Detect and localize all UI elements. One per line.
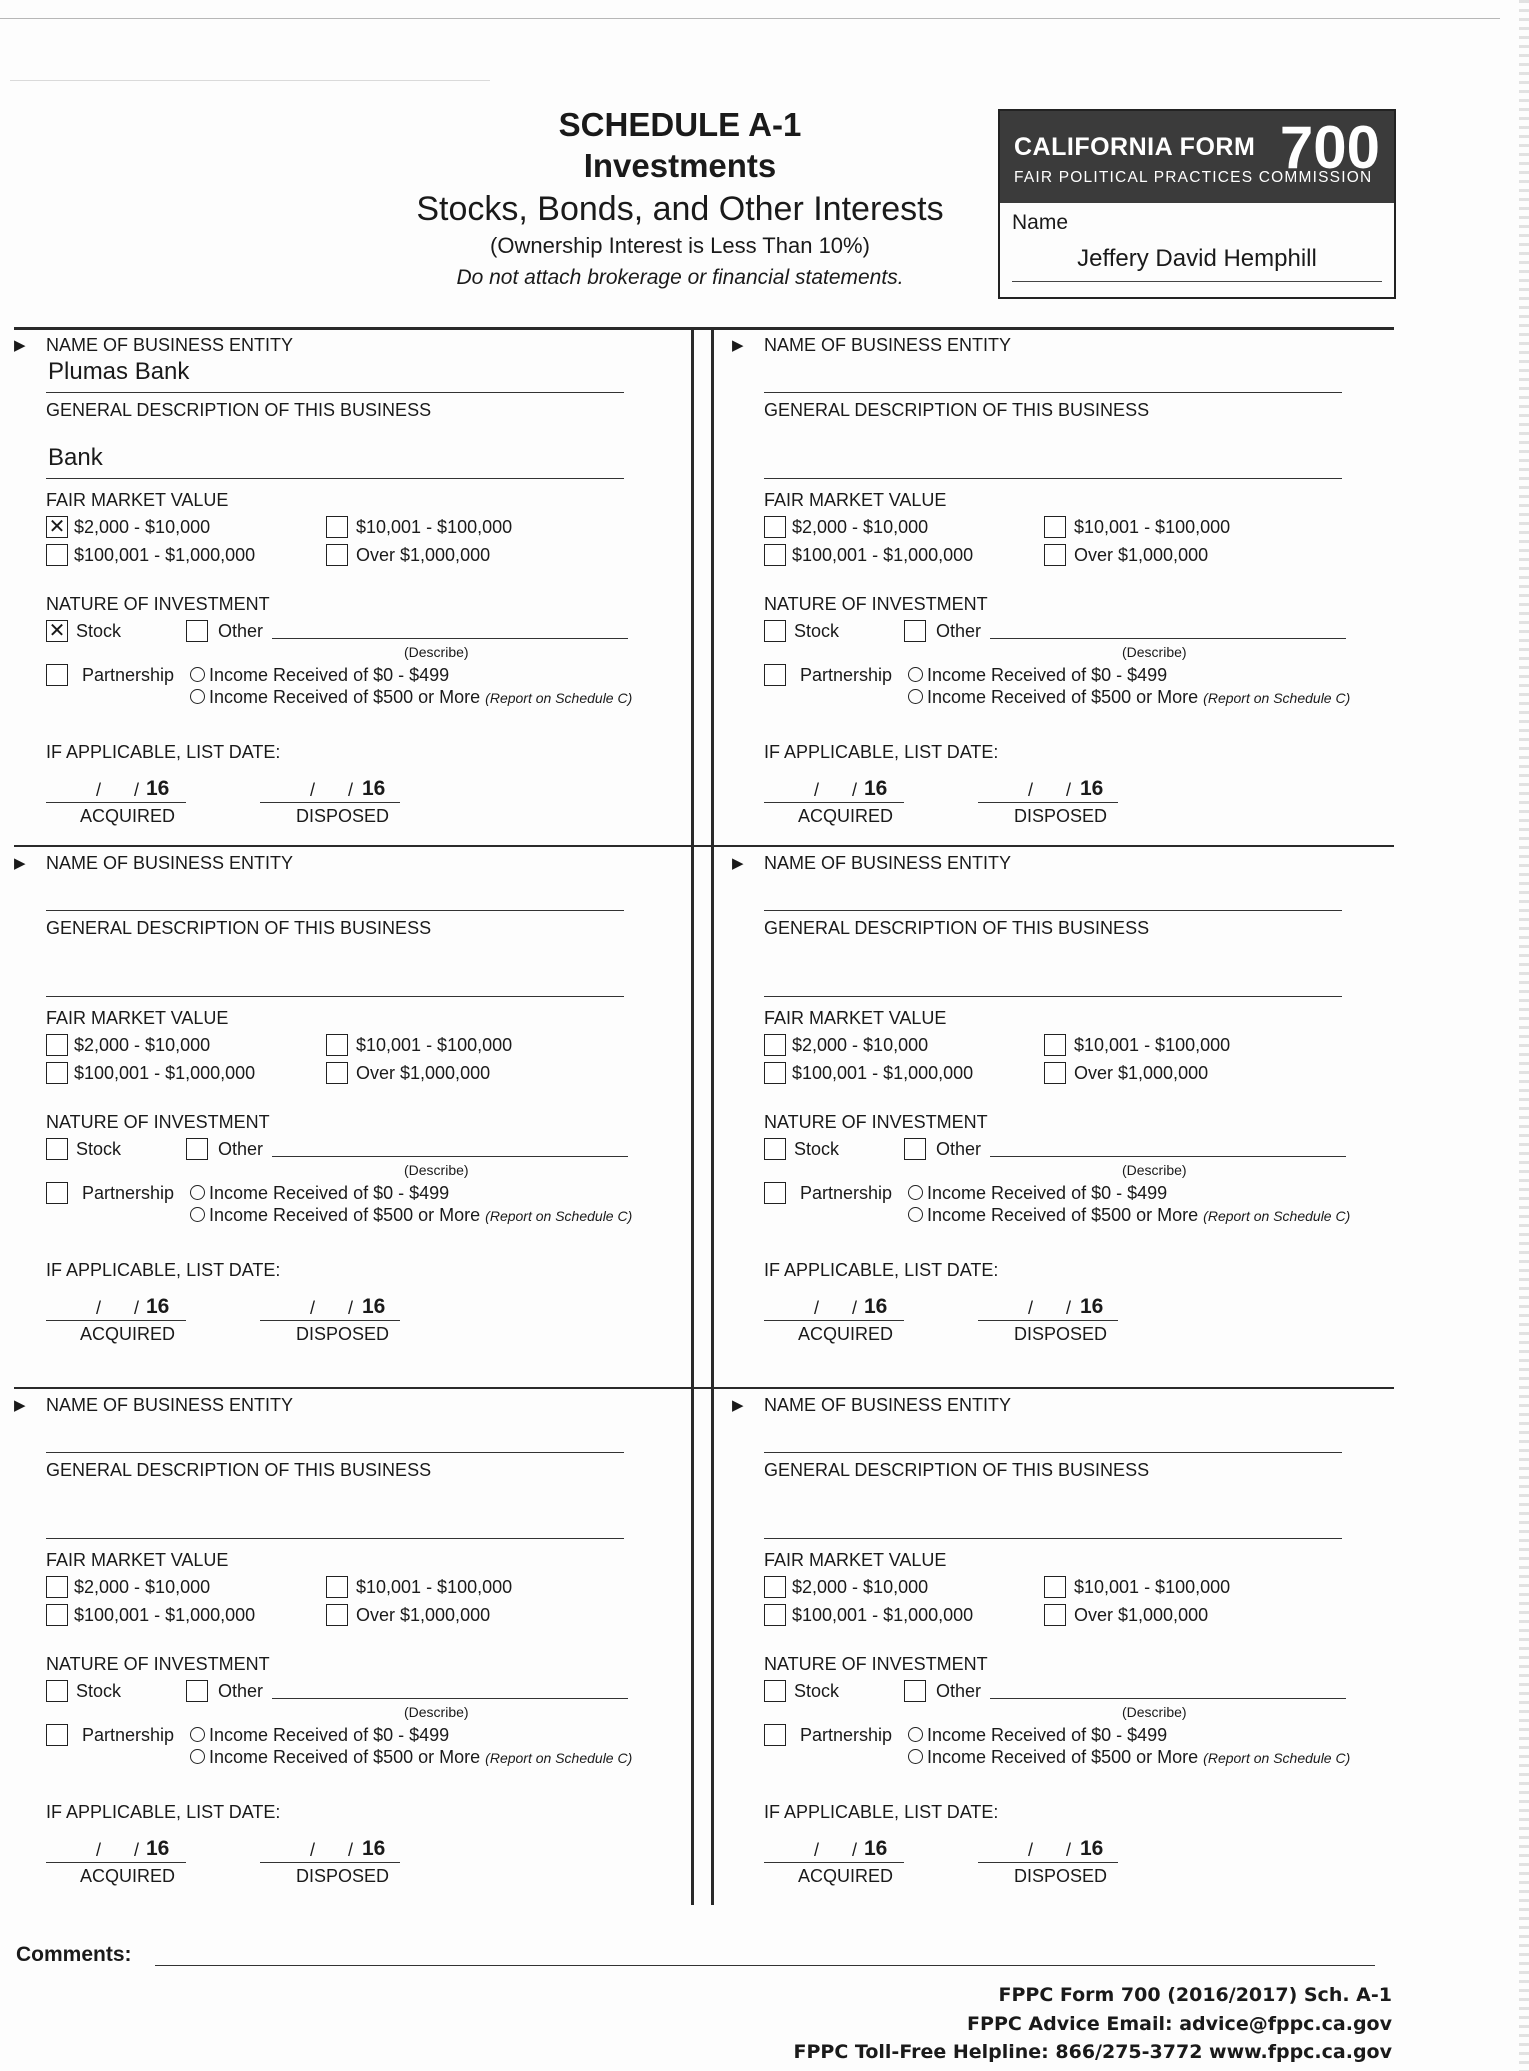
fmv-checkbox-over-1m[interactable] (1044, 544, 1066, 566)
stock-label: Stock (794, 1681, 840, 1701)
income-low-label: Income Received of $0 - $499 (927, 665, 1168, 685)
acquired-year: 16 (864, 777, 888, 800)
income-high-option[interactable] (908, 1205, 1350, 1226)
income-high-label: Income Received of $500 or More (927, 1747, 1199, 1767)
scan-artifact-line (10, 80, 490, 81)
income-low-label: Income Received of $0 - $499 (209, 1725, 450, 1745)
report-schedule-note: (Report on Schedule C) (485, 690, 633, 706)
acquired-year: 16 (146, 777, 170, 800)
income-low-radio[interactable] (190, 1185, 205, 1200)
fmv-checkbox-over-1m[interactable] (326, 1062, 348, 1084)
disposed-date-field[interactable] (260, 802, 400, 803)
income-low-option[interactable] (190, 1183, 449, 1204)
scan-artifact-edge (1519, 0, 1529, 2071)
other-describe-underline[interactable] (990, 1698, 1346, 1699)
fmv-checkbox-2000[interactable] (764, 1034, 786, 1056)
footer-helpline[interactable]: FPPC Toll-Free Helpline: 866/275-3772 www.fppc.ca.gov (793, 2041, 1392, 2063)
partnership-label: Partnership (82, 665, 175, 685)
fmv-checkbox-2000[interactable] (46, 1576, 68, 1598)
acquired-slash-1: / (96, 780, 102, 800)
nature-checkbox-partnership[interactable] (764, 1182, 786, 1204)
nature-checkbox-partnership[interactable] (764, 664, 786, 686)
fmv-label-100001: $100,001 - $1,000,000 (792, 545, 974, 565)
entity-name-underline (46, 1452, 624, 1453)
disposed-slash-1: / (1028, 780, 1034, 800)
investment-entry-1 (14, 330, 674, 850)
california-form-label: CALIFORNIA FORM (1014, 133, 1256, 161)
entity-name-label: NAME OF BUSINESS ENTITY (764, 853, 1012, 873)
acquired-slash-2: / (134, 1840, 140, 1860)
footer-advice-email[interactable]: FPPC Advice Email: advice@fppc.ca.gov (967, 2013, 1392, 2035)
disposed-label: DISPOSED (296, 1866, 390, 1886)
fair-market-value-label: FAIR MARKET VALUE (764, 490, 947, 510)
fmv-label-2000: $2,000 - $10,000 (792, 1577, 929, 1597)
acquired-year: 16 (146, 1837, 170, 1860)
schedule-id: SCHEDULE A-1 (558, 106, 802, 143)
fmv-checkbox-2000[interactable] (764, 1576, 786, 1598)
comments-label: Comments: (16, 1943, 132, 1966)
fmv-checkbox-over-1m[interactable] (326, 544, 348, 566)
fmv-label-2000: $2,000 - $10,000 (74, 1035, 211, 1055)
income-high-label: Income Received of $500 or More (927, 1205, 1199, 1225)
fmv-checkbox-10001[interactable] (326, 1576, 348, 1598)
fair-market-value-label: FAIR MARKET VALUE (46, 1008, 229, 1028)
list-date-label: IF APPLICABLE, LIST DATE: (764, 1802, 999, 1822)
list-date-label: IF APPLICABLE, LIST DATE: (764, 742, 999, 762)
description-label: GENERAL DESCRIPTION OF THIS BUSINESS (764, 400, 1150, 420)
income-low-label: Income Received of $0 - $499 (209, 1183, 450, 1203)
fmv-label-over-1m: Over $1,000,000 (356, 545, 491, 565)
disposed-slash-1: / (1028, 1840, 1034, 1860)
disposed-year: 16 (362, 1295, 386, 1318)
other-label: Other (218, 1139, 264, 1159)
fmv-checkbox-10001[interactable] (1044, 516, 1066, 538)
description-underline (764, 996, 1342, 997)
fmv-checkbox-over-1m[interactable] (326, 1604, 348, 1626)
acquired-label: ACQUIRED (80, 1324, 176, 1344)
fmv-checkbox-2000[interactable] (46, 1034, 68, 1056)
income-high-label: Income Received of $500 or More (927, 687, 1199, 707)
fmv-checkbox-over-1m[interactable] (1044, 1062, 1066, 1084)
nature-checkbox-partnership[interactable] (46, 1182, 68, 1204)
nature-checkbox-other[interactable] (904, 1680, 926, 1702)
fair-market-value-label: FAIR MARKET VALUE (46, 490, 229, 510)
column-divider-left (691, 327, 694, 1905)
fmv-label-over-1m: Over $1,000,000 (1074, 545, 1209, 565)
fmv-label-10001: $10,001 - $100,000 (356, 1577, 513, 1597)
fmv-label-2000: $2,000 - $10,000 (792, 517, 929, 537)
nature-label: NATURE OF INVESTMENT (764, 1654, 988, 1674)
disposed-label: DISPOSED (1014, 1324, 1108, 1344)
nature-checkbox-stock[interactable] (764, 1680, 786, 1702)
disposed-year: 16 (1080, 1295, 1104, 1318)
entity-name-label: NAME OF BUSINESS ENTITY (764, 1395, 1012, 1415)
description-label: GENERAL DESCRIPTION OF THIS BUSINESS (46, 400, 432, 420)
schedule-header (380, 105, 980, 295)
fmv-label-10001: $10,001 - $100,000 (356, 1035, 513, 1055)
entry-arrow-icon: ▶ (732, 337, 744, 354)
commission-label: FAIR POLITICAL PRACTICES COMMISSION (1014, 169, 1373, 186)
acquired-year: 16 (864, 1837, 888, 1860)
entry-arrow-icon: ▶ (14, 1397, 26, 1414)
acquired-slash-1: / (814, 1840, 820, 1860)
entity-name-underline (764, 1452, 1342, 1453)
partnership-label: Partnership (82, 1725, 175, 1745)
acquired-year: 16 (146, 1295, 170, 1318)
description-label: GENERAL DESCRIPTION OF THIS BUSINESS (764, 918, 1150, 938)
other-label: Other (936, 1139, 982, 1159)
entity-name-label: NAME OF BUSINESS ENTITY (46, 1395, 294, 1415)
list-date-label: IF APPLICABLE, LIST DATE: (46, 1260, 281, 1280)
nature-checkbox-stock[interactable] (46, 1138, 68, 1160)
disposed-slash-1: / (310, 1298, 316, 1318)
income-low-label: Income Received of $0 - $499 (927, 1725, 1168, 1745)
other-describe-underline[interactable] (990, 1156, 1346, 1157)
description-underline (764, 478, 1342, 479)
stock-label: Stock (794, 621, 840, 641)
income-high-label: Income Received of $500 or More (209, 1747, 481, 1767)
entity-name-underline (764, 392, 1342, 393)
description-underline (46, 478, 624, 479)
investment-entry-4 (732, 848, 1392, 1368)
acquired-label: ACQUIRED (798, 806, 894, 826)
income-high-radio[interactable] (908, 689, 923, 704)
disposed-slash-1: / (310, 1840, 316, 1860)
fmv-label-2000: $2,000 - $10,000 (792, 1035, 929, 1055)
investment-entry-3 (14, 848, 674, 1368)
describe-hint: (Describe) (1122, 1704, 1187, 1720)
acquired-date-field[interactable] (764, 1862, 904, 1863)
acquired-year: 16 (864, 1295, 888, 1318)
income-high-label: Income Received of $500 or More (209, 1205, 481, 1225)
disposed-slash-2: / (1066, 1840, 1072, 1860)
disposed-year: 16 (362, 777, 386, 800)
acquired-slash-2: / (852, 780, 858, 800)
list-date-label: IF APPLICABLE, LIST DATE: (46, 742, 281, 762)
comments-field[interactable] (155, 1965, 1375, 1966)
fmv-label-100001: $100,001 - $1,000,000 (74, 545, 256, 565)
report-schedule-note: (Report on Schedule C) (1203, 1208, 1351, 1224)
entity-name-label: NAME OF BUSINESS ENTITY (46, 335, 294, 355)
scan-artifact-top (0, 18, 1500, 19)
nature-checkbox-other[interactable] (186, 1680, 208, 1702)
nature-label: NATURE OF INVESTMENT (46, 594, 270, 614)
income-low-option[interactable] (908, 665, 1167, 686)
fmv-label-10001: $10,001 - $100,000 (1074, 1577, 1231, 1597)
income-low-radio[interactable] (190, 667, 205, 682)
acquired-label: ACQUIRED (80, 806, 176, 826)
disposed-year: 16 (1080, 1837, 1104, 1860)
income-high-label: Income Received of $500 or More (209, 687, 481, 707)
fair-market-value-label: FAIR MARKET VALUE (46, 1550, 229, 1570)
nature-checkbox-other[interactable] (186, 1138, 208, 1160)
schedule-title: Investments (583, 147, 777, 184)
fmv-label-100001: $100,001 - $1,000,000 (792, 1063, 974, 1083)
entry-arrow-icon: ▶ (732, 1397, 744, 1414)
income-high-radio[interactable] (190, 1207, 205, 1222)
filer-name-underline (1012, 281, 1382, 282)
other-label: Other (936, 621, 982, 641)
fmv-label-100001: $100,001 - $1,000,000 (74, 1063, 256, 1083)
acquired-slash-1: / (814, 780, 820, 800)
ownership-note: (Ownership Interest is Less Than 10%) (490, 233, 870, 258)
fmv-checkbox-10001[interactable] (326, 1034, 348, 1056)
fmv-checkbox-100001[interactable] (764, 544, 786, 566)
fmv-label-100001: $100,001 - $1,000,000 (74, 1605, 256, 1625)
description-label: GENERAL DESCRIPTION OF THIS BUSINESS (46, 918, 432, 938)
fair-market-value-label: FAIR MARKET VALUE (764, 1008, 947, 1028)
entity-name-underline (764, 910, 1342, 911)
acquired-slash-2: / (852, 1298, 858, 1318)
disposed-label: DISPOSED (296, 806, 390, 826)
income-low-option[interactable] (908, 1183, 1167, 1204)
acquired-slash-2: / (134, 1298, 140, 1318)
fmv-label-over-1m: Over $1,000,000 (356, 1605, 491, 1625)
income-low-label: Income Received of $0 - $499 (209, 665, 450, 685)
fmv-checkbox-100001[interactable] (764, 1604, 786, 1626)
disposed-slash-1: / (1028, 1298, 1034, 1318)
stock-label: Stock (794, 1139, 840, 1159)
description-underline (46, 1538, 624, 1539)
list-date-label: IF APPLICABLE, LIST DATE: (764, 1260, 999, 1280)
disposed-slash-2: / (348, 1298, 354, 1318)
form-number: 700 (1279, 114, 1380, 181)
nature-checkbox-stock[interactable] (46, 1680, 68, 1702)
other-label: Other (218, 1681, 264, 1701)
investment-entry-2 (732, 330, 1392, 850)
fmv-label-100001: $100,001 - $1,000,000 (792, 1605, 974, 1625)
nature-label: NATURE OF INVESTMENT (46, 1654, 270, 1674)
report-schedule-note: (Report on Schedule C) (1203, 690, 1351, 706)
income-low-radio[interactable] (190, 1727, 205, 1742)
disposed-label: DISPOSED (1014, 1866, 1108, 1886)
form-band (1000, 111, 1394, 203)
entity-name-label: NAME OF BUSINESS ENTITY (46, 853, 294, 873)
income-high-radio[interactable] (190, 689, 205, 704)
income-high-option[interactable] (190, 687, 632, 708)
other-describe-underline[interactable] (272, 1156, 628, 1157)
filer-name-field[interactable]: Jeffery David Hemphill (1077, 245, 1317, 272)
list-date-label: IF APPLICABLE, LIST DATE: (46, 1802, 281, 1822)
income-low-option[interactable] (190, 665, 449, 686)
nature-checkbox-stock[interactable] (764, 620, 786, 642)
disposed-year: 16 (362, 1837, 386, 1860)
filer-name-label: Name (1012, 211, 1069, 234)
income-low-option[interactable] (908, 1725, 1167, 1746)
stock-label: Stock (76, 621, 122, 641)
acquired-label: ACQUIRED (80, 1866, 176, 1886)
acquired-date-field[interactable] (46, 802, 186, 803)
stock-label: Stock (76, 1681, 122, 1701)
fair-market-value-label: FAIR MARKET VALUE (764, 1550, 947, 1570)
grid-rule-middle-2 (14, 1387, 1394, 1389)
acquired-slash-1: / (96, 1298, 102, 1318)
footer-form-id: FPPC Form 700 (2016/2017) Sch. A-1 (998, 1984, 1392, 2006)
fmv-label-2000: $2,000 - $10,000 (74, 517, 211, 537)
describe-hint: (Describe) (1122, 644, 1187, 660)
nature-checkbox-other[interactable] (904, 620, 926, 642)
describe-hint: (Describe) (404, 644, 469, 660)
description-underline (764, 1538, 1342, 1539)
other-label: Other (218, 621, 264, 641)
income-high-radio[interactable] (908, 1207, 923, 1222)
stock-label: Stock (76, 1139, 122, 1159)
investment-entry-6 (732, 1390, 1392, 1910)
nature-checkbox-stock[interactable] (764, 1138, 786, 1160)
income-low-option[interactable] (190, 1725, 449, 1746)
other-label: Other (936, 1681, 982, 1701)
describe-hint: (Describe) (1122, 1162, 1187, 1178)
describe-hint: (Describe) (404, 1704, 469, 1720)
fmv-label-10001: $10,001 - $100,000 (356, 517, 513, 537)
partnership-label: Partnership (82, 1183, 175, 1203)
partnership-label: Partnership (800, 665, 893, 685)
disposed-slash-2: / (1066, 780, 1072, 800)
fmv-checkbox-100001[interactable] (46, 1604, 68, 1626)
other-describe-underline[interactable] (272, 638, 628, 639)
disposed-date-field[interactable] (978, 802, 1118, 803)
report-schedule-note: (Report on Schedule C) (485, 1750, 633, 1766)
disposed-slash-1: / (310, 780, 316, 800)
income-low-radio[interactable] (908, 1185, 923, 1200)
entry-arrow-icon: ▶ (14, 855, 26, 872)
income-low-radio[interactable] (908, 667, 923, 682)
income-high-option[interactable] (908, 1747, 1350, 1768)
nature-label: NATURE OF INVESTMENT (764, 1112, 988, 1132)
report-schedule-note: (Report on Schedule C) (485, 1208, 633, 1224)
fmv-label-10001: $10,001 - $100,000 (1074, 1035, 1231, 1055)
description-label: GENERAL DESCRIPTION OF THIS BUSINESS (764, 1460, 1150, 1480)
disposed-date-field[interactable] (978, 1320, 1118, 1321)
income-high-radio[interactable] (908, 1749, 923, 1764)
other-describe-underline[interactable] (990, 638, 1346, 639)
form-id-box (998, 109, 1396, 299)
entity-name-underline (46, 392, 624, 393)
entry-arrow-icon: ▶ (14, 337, 26, 354)
nature-checkbox-partnership[interactable] (46, 664, 68, 686)
fmv-checkbox-2000[interactable]: ✕ (46, 516, 68, 538)
income-low-radio[interactable] (908, 1727, 923, 1742)
fmv-checkbox-10001[interactable] (1044, 1034, 1066, 1056)
other-describe-underline[interactable] (272, 1698, 628, 1699)
acquired-slash-1: / (96, 1840, 102, 1860)
acquired-slash-2: / (134, 780, 140, 800)
acquired-date-field[interactable] (46, 1320, 186, 1321)
fmv-label-over-1m: Over $1,000,000 (1074, 1063, 1209, 1083)
entity-name-label: NAME OF BUSINESS ENTITY (764, 335, 1012, 355)
description-field[interactable]: Bank (48, 444, 103, 471)
column-divider-right (711, 327, 714, 1905)
disposed-label: DISPOSED (296, 1324, 390, 1344)
nature-label: NATURE OF INVESTMENT (764, 594, 988, 614)
income-high-option[interactable] (190, 1205, 632, 1226)
fmv-checkbox-over-1m[interactable] (1044, 1604, 1066, 1626)
acquired-label: ACQUIRED (798, 1866, 894, 1886)
fmv-label-over-1m: Over $1,000,000 (1074, 1605, 1209, 1625)
report-schedule-note: (Report on Schedule C) (1203, 1750, 1351, 1766)
nature-checkbox-stock[interactable]: ✕ (46, 620, 68, 642)
income-high-option[interactable] (190, 1747, 632, 1768)
partnership-label: Partnership (800, 1725, 893, 1745)
disposed-slash-2: / (348, 780, 354, 800)
disposed-slash-2: / (1066, 1298, 1072, 1318)
nature-label: NATURE OF INVESTMENT (46, 1112, 270, 1132)
disposed-slash-2: / (348, 1840, 354, 1860)
schedule-subtitle: Stocks, Bonds, and Other Interests (416, 190, 944, 228)
disposed-date-field[interactable] (260, 1862, 400, 1863)
fmv-label-10001: $10,001 - $100,000 (1074, 517, 1231, 537)
fmv-checkbox-10001[interactable] (326, 516, 348, 538)
description-label: GENERAL DESCRIPTION OF THIS BUSINESS (46, 1460, 432, 1480)
fmv-checkbox-2000[interactable] (764, 516, 786, 538)
disposed-year: 16 (1080, 777, 1104, 800)
nature-checkbox-other[interactable] (186, 620, 208, 642)
nature-checkbox-partnership[interactable] (764, 1724, 786, 1746)
acquired-slash-1: / (814, 1298, 820, 1318)
acquired-date-field[interactable] (764, 802, 904, 803)
entry-arrow-icon: ▶ (732, 855, 744, 872)
partnership-label: Partnership (800, 1183, 893, 1203)
entity-name-underline (46, 910, 624, 911)
acquired-date-field[interactable] (764, 1320, 904, 1321)
fmv-label-2000: $2,000 - $10,000 (74, 1577, 211, 1597)
acquired-label: ACQUIRED (798, 1324, 894, 1344)
instruction-note: Do not attach brokerage or financial statements. (456, 266, 904, 289)
income-high-option[interactable] (908, 687, 1350, 708)
description-underline (46, 996, 624, 997)
fmv-label-over-1m: Over $1,000,000 (356, 1063, 491, 1083)
disposed-date-field[interactable] (260, 1320, 400, 1321)
acquired-date-field[interactable] (46, 1862, 186, 1863)
entity-name-field[interactable]: Plumas Bank (48, 358, 190, 385)
fmv-checkbox-100001[interactable] (764, 1062, 786, 1084)
income-low-label: Income Received of $0 - $499 (927, 1183, 1168, 1203)
income-high-radio[interactable] (190, 1749, 205, 1764)
fmv-checkbox-100001[interactable] (46, 544, 68, 566)
disposed-label: DISPOSED (1014, 806, 1108, 826)
acquired-slash-2: / (852, 1840, 858, 1860)
nature-checkbox-partnership[interactable] (46, 1724, 68, 1746)
investment-entry-5 (14, 1390, 674, 1910)
fmv-checkbox-100001[interactable] (46, 1062, 68, 1084)
fmv-checkbox-10001[interactable] (1044, 1576, 1066, 1598)
describe-hint: (Describe) (404, 1162, 469, 1178)
nature-checkbox-other[interactable] (904, 1138, 926, 1160)
disposed-date-field[interactable] (978, 1862, 1118, 1863)
